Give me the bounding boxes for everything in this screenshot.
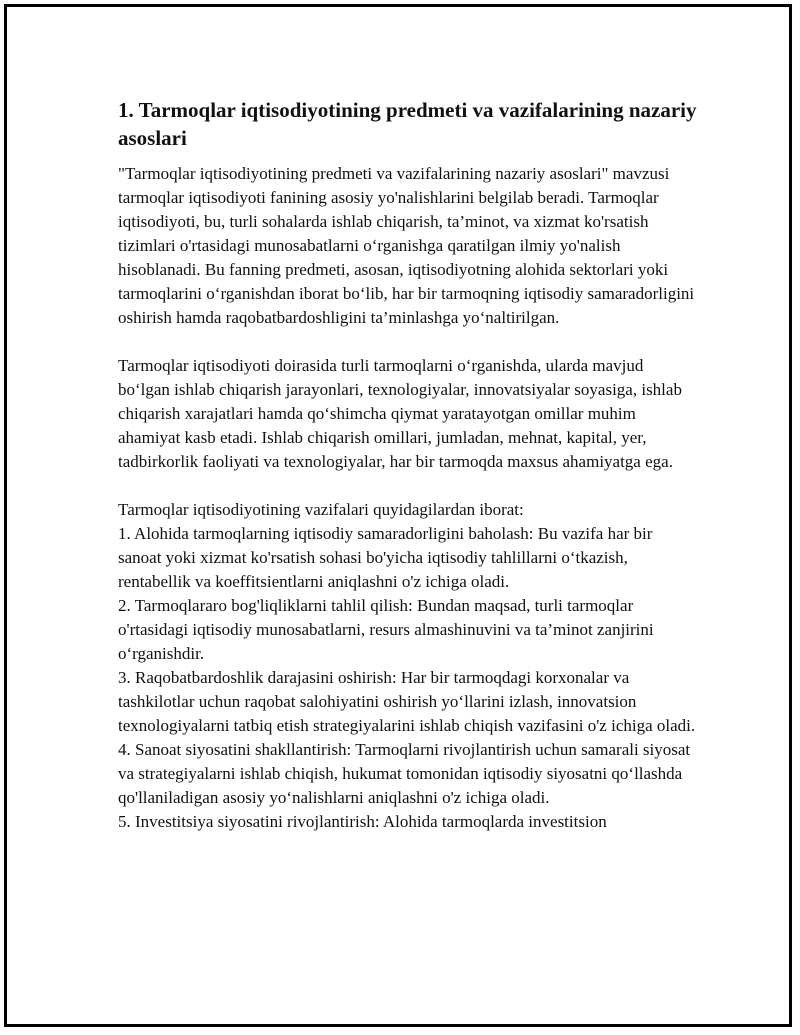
task-item-5: 5. Investitsiya siyosatini rivojlantirish: Alohida tarmoqlarda investitsion [118, 812, 607, 831]
paragraph-intro: "Tarmoqlar iqtisodiyotining predmeti va vazifalarining nazariy asoslari" mavzusi tarmoqlar iqtisodiyoti fanining asosiy yo'nalishlarini belgilab beradi. Tarmoqlar iqtisodiyoti, bu, turli sohalarda ishlab chiqarish, ta’minot, va xizmat ko'rsatish tizimlari o'rtasidagi munosabatlarni o‘rganishga qaratilgan ilmiy yo'nalish hisoblanadi. Bu fanning predmeti, asosan, iqtisodiyotning alohida sektorlari yoki tarmoqlarini o‘rganishdan iborat bo‘lib, har bir tarmoqning iqtisodiy samaradorligini oshirish hamda raqobatbardoshligini ta’minlashga yo‘naltirilgan. [118, 164, 695, 327]
document-body [118, 96, 698, 834]
task-item-1: 1. Alohida tarmoqlarning iqtisodiy samaradorligini baholash: Bu vazifa har bir sanoat yoki xizmat ko'rsatish sohasi bo'yicha iqtisodiy tahlillarni o‘tkazish, rentabellik va koeffitsientlarni aniqlashni o'z ichiga oladi. [118, 524, 653, 591]
tasks-intro: Tarmoqlar iqtisodiyotining vazifalari quyidagilardan iborat: [118, 500, 524, 519]
task-item-2: 2. Tarmoqlararo bog'liqliklarni tahlil qilish: Bundan maqsad, turli tarmoqlar o'rtasidagi iqtisodiy munosabatlarni, resurs almashinuvini va ta’minot zanjirini o‘rganishdir. [118, 596, 654, 663]
section-heading: 1. Tarmoqlar iqtisodiyotining predmeti va vazifalarining nazariy asoslari [118, 98, 697, 150]
task-item-4: 4. Sanoat siyosatini shakllantirish: Tarmoqlarni rivojlantirish uchun samarali siyosat va strategiyalarni ishlab chiqish, hukumat tomonidan iqtisodiy siyosatni qo‘llashda qo'llaniladigan asosiy yo‘nalishlarni aniqlashni o'z ichiga oladi. [118, 740, 691, 807]
task-item-3: 3. Raqobatbardoshlik darajasini oshirish: Har bir tarmoqdagi korxonalar va tashkilotlar uchun raqobat salohiyatini oshirish yo‘llarini izlash, innovatsion texnologiyalarni tatbiq etish strategiyalarini ishlab chiqish vazifasini o'z ichiga oladi. [118, 668, 696, 735]
paragraph-factors: Tarmoqlar iqtisodiyoti doirasida turli tarmoqlarni o‘rganishda, ularda mavjud bo‘lgan ishlab chiqarish jarayonlari, texnologiyalar, innovatsiyalar soyasiga, ishlab chiqarish xarajatlari hamda qo‘shimcha qiymat yaratayotgan omillar muhim ahamiyat kasb etadi. Ishlab chiqarish omillari, jumladan, mehnat, kapital, yer, tadbirkorlik faoliyati va texnologiyalar, har bir tarmoqda maxsus ahamiyatga ega. [118, 356, 682, 471]
